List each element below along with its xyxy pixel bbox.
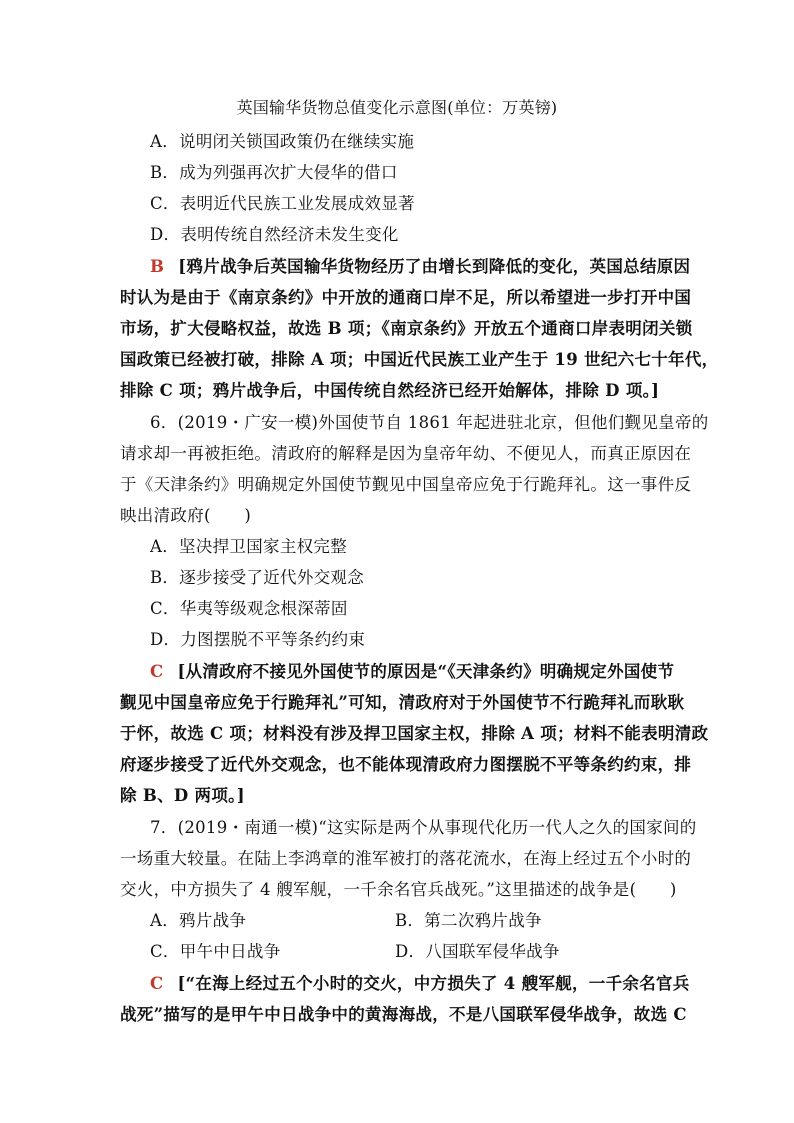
q7-answer: C (150, 974, 164, 993)
q6-stem-line-1: 6．(2019・广安一模)外国使节自 1861 年起进驻北京，但他们觐见皇帝的 (150, 413, 709, 432)
q7-stem-line-1: 7．(2019・南通一模)“这实际是两个从事现代化历一代人之久的国家间的 (150, 818, 697, 837)
q5-option-d: D．表明传统自然经济未发生变化 (150, 225, 399, 244)
q5-option-c: C．表明近代民族工业发展成效显著 (150, 194, 415, 213)
chart-caption: 英国输华货物总值变化示意图(单位：万英镑) (236, 98, 558, 117)
q6-explanation-line-3: 于怀，故选 C 项；材料没有涉及捍卫国家主权，排除 A 项；材料不能表明清政 (120, 724, 709, 743)
q5-explanation-line-1: B [鸦片战争后英国输华货物经历了由增长到降低的变化，英国总结原因 (150, 257, 691, 276)
q7-option-c: C．甲午中日战争 (150, 942, 281, 961)
q6-option-b: B．逐步接受了近代外交观念 (150, 568, 365, 587)
q6-option-a: A．坚决捍卫国家主权完整 (150, 537, 348, 556)
q5-option-a: A．说明闭关锁国政策仍在继续实施 (150, 132, 415, 151)
q6-stem-line-2: 请求却一再被拒绝。清政府的解释是因为皇帝年幼、不便见人，而真正原因在 (120, 444, 692, 463)
q7-stem-line-3: 交火，中方损失了 4 艘军舰，一千余名官兵战死。”这里描述的战争是( ) (120, 880, 677, 899)
q5-explanation-line-2: 时认为是由于《南京条约》中开放的通商口岸不足，所以希望进一步打开中国 (120, 288, 692, 307)
q5-answer: B (150, 257, 165, 276)
q7-explanation-line-1: C [“在海上经过五个小时的交火，中方损失了 4 艘军舰，一千余名官兵 (150, 974, 690, 993)
q5-explanation-line-3: 市场，扩大侵略权益，故选 B 项；《南京条约》开放五个通商口岸表明闭关锁 (120, 319, 693, 338)
q7-options-row-1 (150, 907, 710, 931)
q7-option-b: B．第二次鸦片战争 (395, 911, 542, 930)
q5-explanation-line-4: 国政策已经被打破，排除 A 项；中国近代民族工业产生于 19 世纪六七十年代， (120, 350, 719, 369)
q7-stem-line-2: 一场重大较量。在陆上李鸿章的淮军被打的落花流水，在海上经过五个小时的 (120, 849, 692, 868)
q6-stem-line-4: 映出清政府( ) (120, 506, 252, 525)
q6-answer: C (150, 662, 164, 681)
q6-explanation-line-4: 府逐步接受了近代外交观念，也不能体现清政府力图摆脱不平等条约约束，排 (120, 755, 692, 774)
q6-explanation-line-2: 觐见中国皇帝应免于行跪拜礼”可知，清政府对于外国使节不行跪拜礼而耿耿 (120, 693, 685, 712)
q6-stem-line-3: 于《天津条约》明确规定外国使节觐见中国皇帝应免于行跪拜礼。这一事件反 (120, 475, 692, 494)
q6-explanation-line-5: 除 B、D 两项。] (120, 786, 245, 805)
q5-option-b: B．成为列强再次扩大侵华的借口 (150, 163, 398, 182)
q7-explanation-line-2: 战死”描写的是甲午中日战争中的黄海海战，不是八国联军侵华战争，故选 C (120, 1005, 687, 1024)
q7-options-row-2 (150, 938, 710, 962)
q6-explanation-line-1: C [从清政府不接见外国使节的原因是“《天津条约》明确规定外国使节 (150, 662, 675, 681)
q7-option-d: D．八国联军侵华战争 (395, 942, 560, 961)
q5-explanation-line-5: 排除 C 项；鸦片战争后，中国传统自然经济已经开始解体，排除 D 项。] (120, 381, 660, 400)
q6-option-d: D．力图摆脱不平等条约约束 (150, 630, 366, 649)
q7-option-a: A．鸦片战争 (150, 911, 247, 930)
q6-option-c: C．华夷等级观念根深蒂固 (150, 599, 348, 618)
